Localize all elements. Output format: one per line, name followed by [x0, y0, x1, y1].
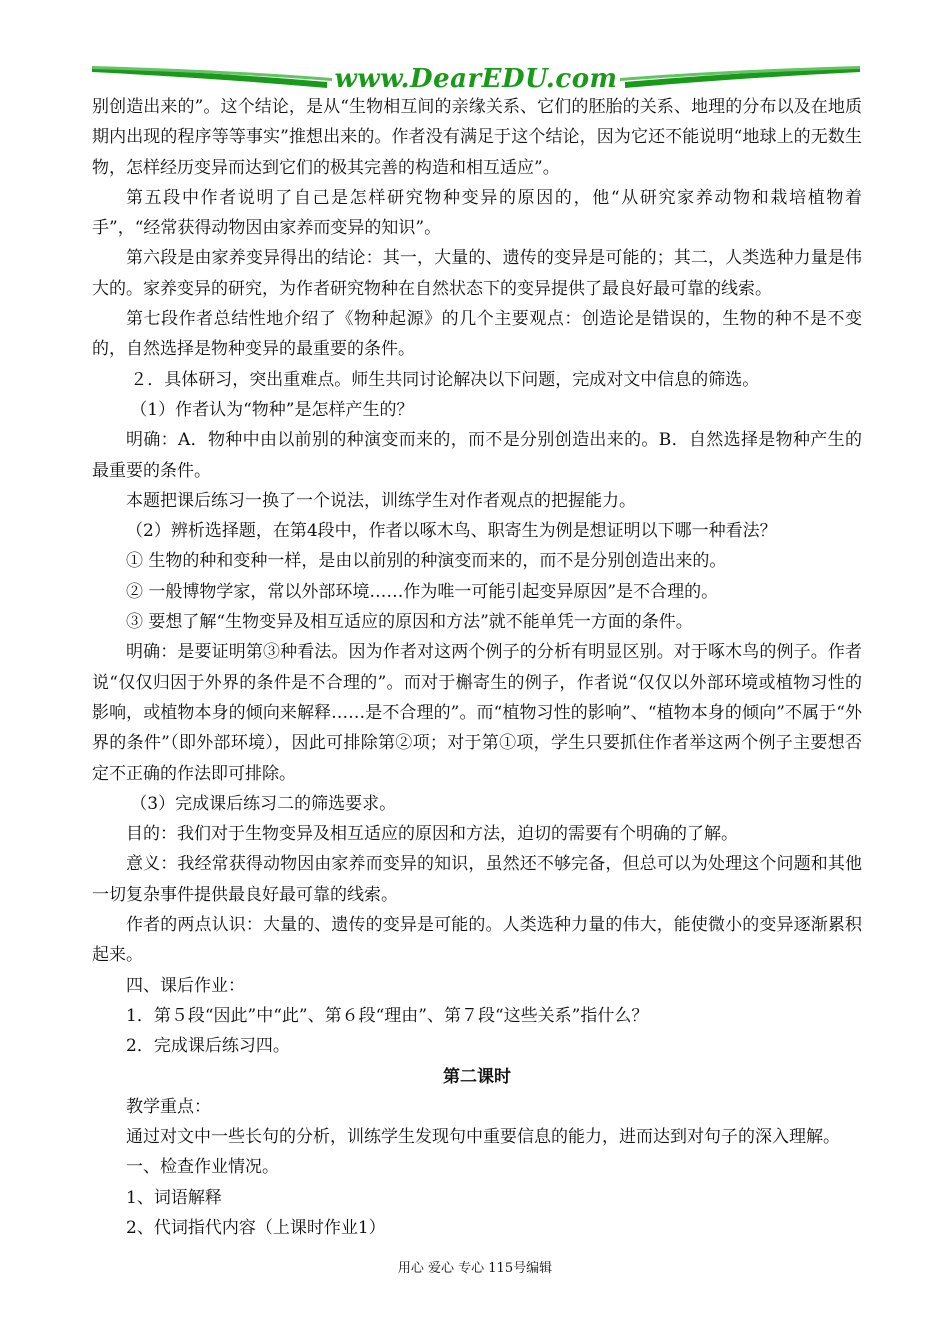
- paragraph: 第七段作者总结性地介绍了《物种起源》的几个主要观点：创造论是错误的，生物的种不是不变的，自然选择是物种变异的最重要的条件。: [92, 309, 862, 360]
- paragraph: 别创造出来的”。这个结论，是从“生物相互间的亲缘关系、它们的胚胎的关系、地理的分布以及在地质期内出现的程序等等事实”推想出来的。作者没有满足于这个结论，因为它还不能说明“地球上的无数生物，怎样经历变异而达到它们的极其完善的构造和相互适应”。: [92, 97, 862, 178]
- paragraph: ２．具体研习，突出重难点。师生共同讨论解决以下问题，完成对文中信息的筛选。: [130, 369, 760, 390]
- section-heading: 一、检查作业情况。: [126, 1157, 279, 1178]
- paragraph: 目的：我们对于生物变异及相互适应的原因和方法，迫切的需要有个明确的了解。: [126, 824, 738, 845]
- paragraph: 明确：是要证明第③种看法。因为作者对这两个例子的分析有明显区别。对于啄木鸟的例子。作者说“仅仅归因于外界的条件是不合理的”。而对于槲寄生的例子，作者说“仅仅以外部环境或植物习性的影响，或植物本身的倾向来解释……是不合理的”。而“植物习性的影响”、“植物本身的倾向”不属于“外界的条件”（即外部环境），因此可排除第②项；对于第①项，学生只要抓住作者举这两个例子主要想否定不正确的作法即可排除。: [92, 642, 862, 784]
- paragraph: 通过对文中一些长句的分析，训练学生发现句中重要信息的能力，进而达到对句子的深入理解。: [126, 1127, 840, 1148]
- paragraph: 意义：我经常获得动物因由家养而变异的知识，虽然还不够完备，但总可以为处理这个问题和其他一切复杂事件提供最良好最可靠的线索。: [92, 854, 862, 905]
- document-body: [92, 92, 862, 1243]
- site-header-banner: [92, 62, 860, 96]
- site-name: www.DearEDU.com: [334, 64, 618, 94]
- paragraph: 本题把课后练习一换了一个说法，训练学生对作者观点的把握能力。: [126, 490, 636, 511]
- lesson-title: 第二课时: [443, 1066, 511, 1087]
- question: （2）辨析选择题，在第4段中，作者以啄木鸟、职寄生为例是想证明以下哪一种看法？: [126, 521, 777, 542]
- page-footer: 用心 爱心 专心 115号编辑: [397, 1261, 553, 1276]
- question: （3）完成课后练习二的筛选要求。: [130, 793, 397, 814]
- homework-item: 1．第５段“因此”中“此”、第６段“理由”、第７段“这些关系”指什么？: [126, 1005, 649, 1026]
- section-heading: 四、课后作业：: [126, 975, 245, 996]
- question: （1）作者认为“物种”是怎样产生的？: [130, 399, 414, 420]
- homework-item: 2．完成课后练习四。: [126, 1036, 290, 1057]
- paragraph: 作者的两点认识：大量的、遗传的变异是可能的。人类选种力量的伟大，能使微小的变异逐渐累积起来。: [92, 915, 862, 966]
- option: ② 一般博物学家，常以外部环境……作为唯一可能引起变异原因”是不合理的。: [126, 581, 719, 602]
- paragraph: 第五段中作者说明了自己是怎样研究物种变异的原因的，他“从研究家养动物和栽培植物着手”，“经常获得动物因由家养而变异的知识”。: [92, 187, 862, 239]
- option: ① 生物的种和变种一样，是由以前别的种演变而来的，而不是分别创造出来的。: [126, 551, 727, 572]
- list-item: 2、代词指代内容（上课时作业1）: [126, 1217, 386, 1238]
- option: ③ 要想了解“生物变异及相互适应的原因和方法”就不能单凭一方面的条件。: [126, 612, 693, 633]
- paragraph: 明确：A．物种中由以前别的种演变而来的，而不是分别创造出来的。B．自然选择是物种产生的最重要的条件。: [92, 430, 862, 481]
- list-item: 1、词语解释: [126, 1187, 222, 1208]
- paragraph: 教学重点：: [126, 1096, 211, 1117]
- paragraph: 第六段是由家养变异得出的结论：其一，大量的、遗传的变异是可能的；其二，人类选种力量是伟大的。家养变异的研究，为作者研究物种在自然状态下的变异提供了最良好最可靠的线索。: [92, 248, 862, 299]
